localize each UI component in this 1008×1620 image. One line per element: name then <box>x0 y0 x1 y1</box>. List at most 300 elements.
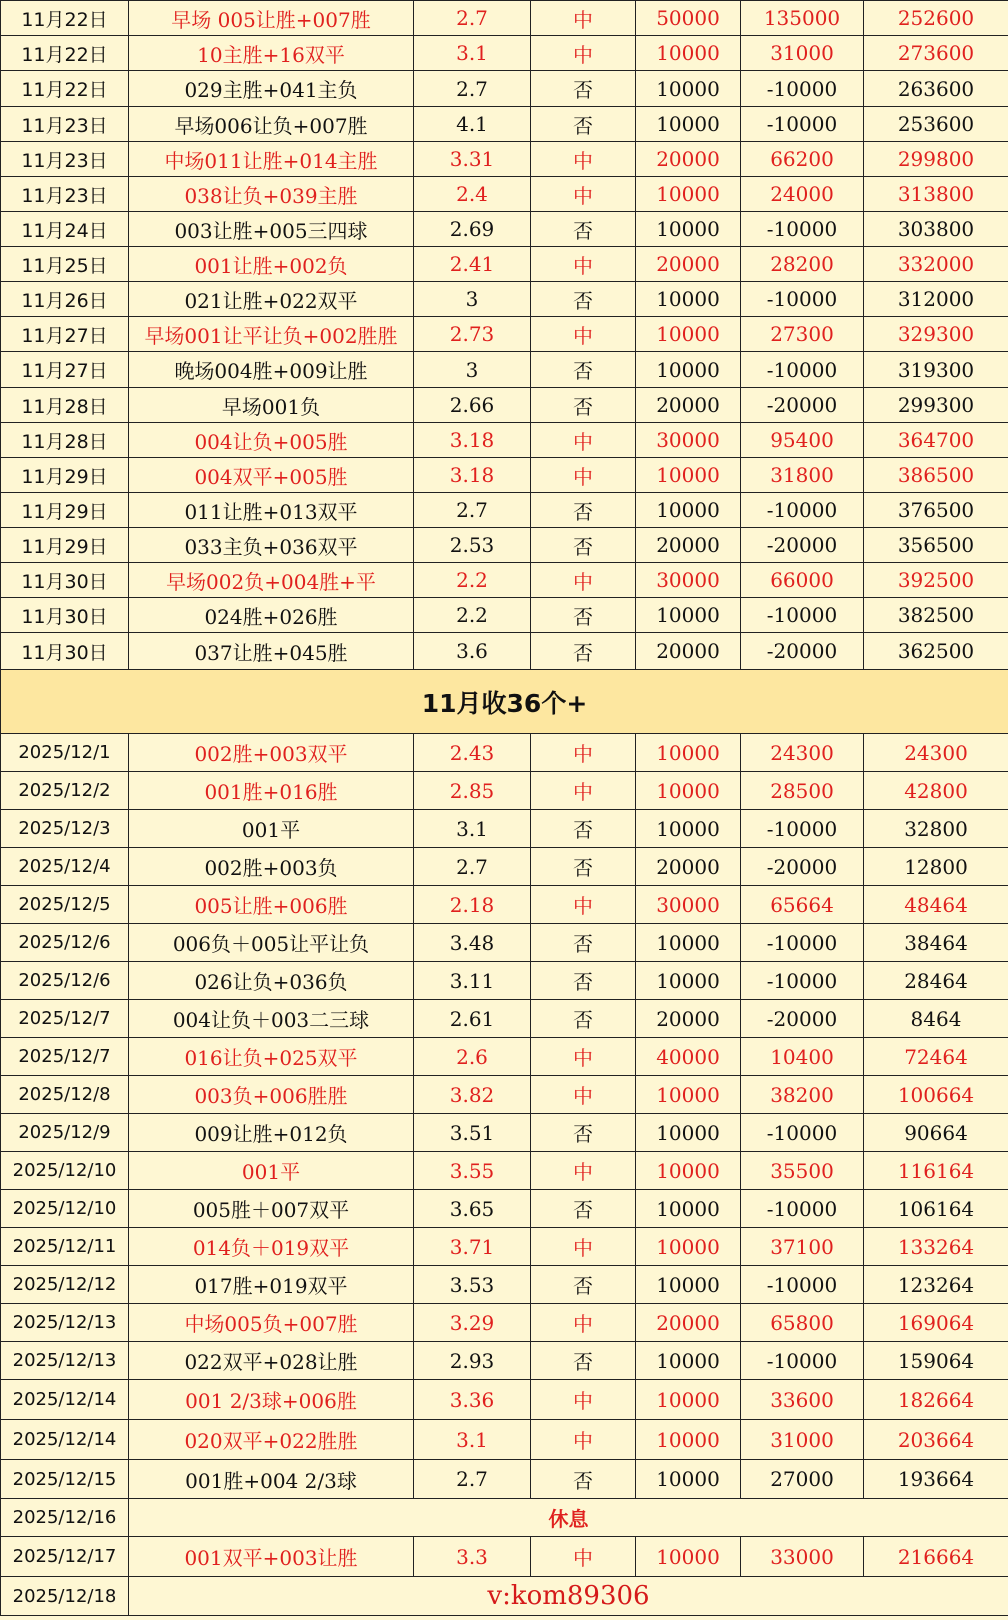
cell-date: 2025/12/7 <box>1 1038 129 1076</box>
cell-odds: 2.85 <box>414 772 531 810</box>
cell-odds: 3.29 <box>414 1304 531 1342</box>
cell-date: 2025/12/5 <box>1 886 129 924</box>
cell-result: 中 <box>531 317 636 352</box>
table-row <box>1 1152 1008 1190</box>
cell-profit: 31800 <box>741 458 864 493</box>
cell-date: 2025/12/14 <box>1 1420 129 1460</box>
cell-date: 11月29日 <box>1 528 129 563</box>
cell-odds: 3.53 <box>414 1266 531 1304</box>
cell-odds: 3.31 <box>414 142 531 177</box>
table-row <box>1 107 1008 142</box>
cell-date: 11月24日 <box>1 212 129 247</box>
cell-profit: -20000 <box>741 633 864 670</box>
rest-row <box>1 1499 1008 1537</box>
cell-balance: 303800 <box>864 212 1008 247</box>
cell-stake: 10000 <box>636 212 741 247</box>
table-row <box>1 772 1008 810</box>
cell-profit: 31000 <box>741 36 864 71</box>
cell-match: 009让胜+012负 <box>129 1114 414 1152</box>
cell-date: 11月23日 <box>1 177 129 212</box>
cell-balance: 203664 <box>864 1420 1008 1460</box>
cell-stake: 10000 <box>636 458 741 493</box>
cell-balance: 216664 <box>864 1537 1008 1577</box>
cell-result: 中 <box>531 1038 636 1076</box>
rest-section <box>1 1499 1008 1537</box>
cell-odds: 3.18 <box>414 423 531 458</box>
table-row <box>1 1460 1008 1499</box>
cell-stake: 10000 <box>636 1076 741 1114</box>
cell-date: 11月28日 <box>1 388 129 423</box>
table-row <box>1 1266 1008 1304</box>
cell-odds: 3.55 <box>414 1152 531 1190</box>
cell-match: 中场005负+007胜 <box>129 1304 414 1342</box>
cell-result: 中 <box>531 36 636 71</box>
cell-balance: 356500 <box>864 528 1008 563</box>
cell-result: 中 <box>531 458 636 493</box>
cell-date: 11月22日 <box>1 1 129 36</box>
cell-profit: -10000 <box>741 1266 864 1304</box>
cell-match: 005胜＋007双平 <box>129 1190 414 1228</box>
table-row <box>1 528 1008 563</box>
cell-stake: 10000 <box>636 352 741 388</box>
cell-result: 否 <box>531 598 636 633</box>
cell-odds: 2.41 <box>414 247 531 282</box>
cell-stake: 10000 <box>636 282 741 317</box>
cell-date: 11月25日 <box>1 247 129 282</box>
table-row <box>1 423 1008 458</box>
cell-balance: 169064 <box>864 1304 1008 1342</box>
cell-match: 10主胜+16双平 <box>129 36 414 71</box>
cell-profit: 66000 <box>741 563 864 598</box>
cell-result: 否 <box>531 1460 636 1499</box>
cell-match: 011让胜+013双平 <box>129 493 414 528</box>
cell-balance: 193664 <box>864 1460 1008 1499</box>
cell-match: 004让负+005胜 <box>129 423 414 458</box>
cell-balance: 38464 <box>864 924 1008 962</box>
cell-stake: 20000 <box>636 1304 741 1342</box>
cell-stake: 30000 <box>636 423 741 458</box>
cell-result: 中 <box>531 1076 636 1114</box>
cell-result: 否 <box>531 388 636 423</box>
cell-stake: 10000 <box>636 1342 741 1380</box>
cell-stake: 10000 <box>636 317 741 352</box>
cell-stake: 10000 <box>636 493 741 528</box>
cell-stake: 30000 <box>636 886 741 924</box>
cell-profit: 95400 <box>741 423 864 458</box>
table-row <box>1 886 1008 924</box>
cell-stake: 20000 <box>636 1000 741 1038</box>
cell-profit: 33000 <box>741 1537 864 1577</box>
cell-match: 早场001让平让负+002胜胜 <box>129 317 414 352</box>
cell-stake: 10000 <box>636 1380 741 1420</box>
cell-match: 早场006让负+007胜 <box>129 107 414 142</box>
cell-match: 029主胜+041主负 <box>129 71 414 107</box>
cell-stake: 10000 <box>636 598 741 633</box>
cell-profit: -20000 <box>741 388 864 423</box>
table-row <box>1 247 1008 282</box>
cell-odds: 2.69 <box>414 212 531 247</box>
cell-date: 2025/12/4 <box>1 848 129 886</box>
cell-date: 11月28日 <box>1 423 129 458</box>
rest-date: 2025/12/16 <box>1 1499 129 1537</box>
cell-profit: 65664 <box>741 886 864 924</box>
cell-result: 中 <box>531 1304 636 1342</box>
cell-balance: 362500 <box>864 633 1008 670</box>
cell-odds: 2.7 <box>414 848 531 886</box>
contact-row <box>1 1577 1008 1616</box>
cell-balance: 252600 <box>864 1 1008 36</box>
table-row <box>1 1228 1008 1266</box>
cell-match: 014负＋019双平 <box>129 1228 414 1266</box>
cell-profit: -20000 <box>741 528 864 563</box>
cell-stake: 20000 <box>636 528 741 563</box>
cell-stake: 10000 <box>636 1537 741 1577</box>
cell-result: 否 <box>531 1190 636 1228</box>
cell-result: 中 <box>531 142 636 177</box>
cell-date: 11月26日 <box>1 282 129 317</box>
cell-odds: 3.36 <box>414 1380 531 1420</box>
cell-odds: 2.6 <box>414 1038 531 1076</box>
cell-stake: 20000 <box>636 142 741 177</box>
cell-odds: 2.93 <box>414 1342 531 1380</box>
cell-profit: 35500 <box>741 1152 864 1190</box>
cell-balance: 382500 <box>864 598 1008 633</box>
cell-stake: 20000 <box>636 247 741 282</box>
cell-result: 中 <box>531 563 636 598</box>
cell-match: 001平 <box>129 810 414 848</box>
cell-match: 004让负＋003二三球 <box>129 1000 414 1038</box>
cell-profit: -10000 <box>741 810 864 848</box>
cell-odds: 2.2 <box>414 563 531 598</box>
cell-match: 001双平+003让胜 <box>129 1537 414 1577</box>
table-row <box>1 1537 1008 1577</box>
cell-profit: -10000 <box>741 962 864 1000</box>
cell-odds: 3.18 <box>414 458 531 493</box>
cell-date: 2025/12/13 <box>1 1342 129 1380</box>
cell-date: 2025/12/15 <box>1 1460 129 1499</box>
cell-profit: 24000 <box>741 177 864 212</box>
cell-stake: 10000 <box>636 962 741 1000</box>
cell-profit: 28200 <box>741 247 864 282</box>
cell-balance: 123264 <box>864 1266 1008 1304</box>
cell-date: 2025/12/13 <box>1 1304 129 1342</box>
cell-date: 11月30日 <box>1 598 129 633</box>
cell-stake: 10000 <box>636 107 741 142</box>
cell-date: 2025/12/14 <box>1 1380 129 1420</box>
table-row <box>1 317 1008 352</box>
cell-odds: 3 <box>414 352 531 388</box>
cell-stake: 10000 <box>636 810 741 848</box>
cell-odds: 3.65 <box>414 1190 531 1228</box>
cell-match: 002胜+003双平 <box>129 734 414 772</box>
cell-match: 024胜+026胜 <box>129 598 414 633</box>
cell-balance: 386500 <box>864 458 1008 493</box>
cell-profit: -10000 <box>741 1342 864 1380</box>
table-row <box>1 1114 1008 1152</box>
cell-profit: -10000 <box>741 924 864 962</box>
cell-profit: 24300 <box>741 734 864 772</box>
table-row <box>1 810 1008 848</box>
cell-balance: 106164 <box>864 1190 1008 1228</box>
cell-odds: 2.2 <box>414 598 531 633</box>
cell-stake: 10000 <box>636 1420 741 1460</box>
cell-profit: -10000 <box>741 71 864 107</box>
cell-date: 2025/12/3 <box>1 810 129 848</box>
table-row <box>1 1 1008 36</box>
table-row <box>1 1190 1008 1228</box>
contact-section <box>1 1577 1008 1616</box>
cell-stake: 10000 <box>636 1114 741 1152</box>
cell-profit: 10400 <box>741 1038 864 1076</box>
cell-stake: 10000 <box>636 924 741 962</box>
cell-stake: 10000 <box>636 177 741 212</box>
contact-date: 2025/12/18 <box>1 1577 129 1616</box>
cell-date: 2025/12/6 <box>1 962 129 1000</box>
cell-stake: 50000 <box>636 1 741 36</box>
cell-odds: 2.66 <box>414 388 531 423</box>
cell-balance: 28464 <box>864 962 1008 1000</box>
cell-date: 11月29日 <box>1 493 129 528</box>
contact-label: v:kom89306 <box>129 1577 1008 1616</box>
cell-profit: -10000 <box>741 1114 864 1152</box>
table-row <box>1 177 1008 212</box>
cell-stake: 30000 <box>636 563 741 598</box>
cell-balance: 376500 <box>864 493 1008 528</box>
cell-date: 2025/12/11 <box>1 1228 129 1266</box>
cell-profit: -10000 <box>741 352 864 388</box>
cell-date: 11月22日 <box>1 36 129 71</box>
rest-label: 休息 <box>129 1499 1008 1537</box>
table-row <box>1 388 1008 423</box>
cell-stake: 10000 <box>636 1266 741 1304</box>
cell-stake: 20000 <box>636 633 741 670</box>
cell-date: 2025/12/7 <box>1 1000 129 1038</box>
table-row <box>1 282 1008 317</box>
cell-odds: 2.4 <box>414 177 531 212</box>
cell-match: 早场002负+004胜+平 <box>129 563 414 598</box>
cell-profit: -10000 <box>741 1190 864 1228</box>
cell-result: 中 <box>531 1228 636 1266</box>
table-row <box>1 212 1008 247</box>
table-row <box>1 598 1008 633</box>
cell-result: 否 <box>531 493 636 528</box>
cell-balance: 42800 <box>864 772 1008 810</box>
cell-result: 否 <box>531 1114 636 1152</box>
cell-balance: 12800 <box>864 848 1008 886</box>
table-row <box>1 1304 1008 1342</box>
cell-match: 037让胜+045胜 <box>129 633 414 670</box>
cell-odds: 2.73 <box>414 317 531 352</box>
cell-balance: 392500 <box>864 563 1008 598</box>
cell-result: 否 <box>531 924 636 962</box>
cell-date: 2025/12/12 <box>1 1266 129 1304</box>
cell-profit: 28500 <box>741 772 864 810</box>
cell-odds: 3.71 <box>414 1228 531 1266</box>
cell-odds: 3.1 <box>414 36 531 71</box>
december-records-late <box>1 1537 1008 1577</box>
cell-stake: 10000 <box>636 1228 741 1266</box>
cell-odds: 3.51 <box>414 1114 531 1152</box>
cell-result: 否 <box>531 848 636 886</box>
table-row <box>1 633 1008 670</box>
cell-odds: 2.61 <box>414 1000 531 1038</box>
cell-profit: -10000 <box>741 107 864 142</box>
table-row <box>1 848 1008 886</box>
month-summary-text: 11月收36个+ <box>1 670 1008 734</box>
cell-match: 004双平+005胜 <box>129 458 414 493</box>
cell-result: 否 <box>531 633 636 670</box>
cell-result: 中 <box>531 734 636 772</box>
cell-balance: 100664 <box>864 1076 1008 1114</box>
cell-balance: 116164 <box>864 1152 1008 1190</box>
cell-date: 2025/12/2 <box>1 772 129 810</box>
cell-match: 早场001负 <box>129 388 414 423</box>
cell-odds: 3.48 <box>414 924 531 962</box>
cell-date: 11月23日 <box>1 142 129 177</box>
cell-result: 否 <box>531 1342 636 1380</box>
cell-result: 中 <box>531 1 636 36</box>
cell-odds: 3.1 <box>414 810 531 848</box>
cell-balance: 273600 <box>864 36 1008 71</box>
cell-stake: 40000 <box>636 1038 741 1076</box>
cell-odds: 2.43 <box>414 734 531 772</box>
cell-stake: 10000 <box>636 1190 741 1228</box>
cell-date: 11月27日 <box>1 352 129 388</box>
cell-date: 11月30日 <box>1 633 129 670</box>
cell-date: 2025/12/1 <box>1 734 129 772</box>
cell-date: 2025/12/8 <box>1 1076 129 1114</box>
cell-stake: 10000 <box>636 772 741 810</box>
cell-match: 001胜+016胜 <box>129 772 414 810</box>
cell-profit: -10000 <box>741 598 864 633</box>
cell-date: 11月29日 <box>1 458 129 493</box>
cell-result: 否 <box>531 810 636 848</box>
cell-balance: 319300 <box>864 352 1008 388</box>
cell-odds: 3.6 <box>414 633 531 670</box>
cell-balance: 32800 <box>864 810 1008 848</box>
cell-balance: 133264 <box>864 1228 1008 1266</box>
cell-balance: 313800 <box>864 177 1008 212</box>
cell-balance: 90664 <box>864 1114 1008 1152</box>
table-row <box>1 1076 1008 1114</box>
cell-balance: 299300 <box>864 388 1008 423</box>
cell-profit: -20000 <box>741 848 864 886</box>
cell-result: 否 <box>531 1266 636 1304</box>
cell-result: 中 <box>531 1420 636 1460</box>
cell-balance: 263600 <box>864 71 1008 107</box>
cell-date: 2025/12/10 <box>1 1152 129 1190</box>
cell-balance: 159064 <box>864 1342 1008 1380</box>
table-row <box>1 563 1008 598</box>
month-summary-row <box>1 670 1008 734</box>
cell-result: 否 <box>531 528 636 563</box>
cell-match: 020双平+022胜胜 <box>129 1420 414 1460</box>
cell-match: 033主负+036双平 <box>129 528 414 563</box>
table-row <box>1 1342 1008 1380</box>
cell-stake: 10000 <box>636 734 741 772</box>
cell-odds: 2.7 <box>414 71 531 107</box>
cell-balance: 329300 <box>864 317 1008 352</box>
cell-stake: 10000 <box>636 1152 741 1190</box>
cell-match: 002胜+003负 <box>129 848 414 886</box>
cell-result: 否 <box>531 212 636 247</box>
cell-profit: 33600 <box>741 1380 864 1420</box>
cell-match: 001平 <box>129 1152 414 1190</box>
cell-date: 2025/12/10 <box>1 1190 129 1228</box>
cell-balance: 48464 <box>864 886 1008 924</box>
cell-result: 否 <box>531 352 636 388</box>
cell-odds: 2.7 <box>414 493 531 528</box>
cell-match: 晚场004胜+009让胜 <box>129 352 414 388</box>
cell-date: 11月22日 <box>1 71 129 107</box>
cell-odds: 2.18 <box>414 886 531 924</box>
cell-result: 中 <box>531 247 636 282</box>
cell-match: 早场 005让胜+007胜 <box>129 1 414 36</box>
cell-match: 038让负+039主胜 <box>129 177 414 212</box>
cell-balance: 72464 <box>864 1038 1008 1076</box>
cell-odds: 4.1 <box>414 107 531 142</box>
cell-match: 005让胜+006胜 <box>129 886 414 924</box>
cell-profit: -10000 <box>741 212 864 247</box>
cell-stake: 10000 <box>636 71 741 107</box>
cell-result: 中 <box>531 1152 636 1190</box>
table-row <box>1 493 1008 528</box>
cell-date: 2025/12/6 <box>1 924 129 962</box>
cell-stake: 10000 <box>636 1460 741 1499</box>
table-row <box>1 1000 1008 1038</box>
table-row <box>1 924 1008 962</box>
cell-match: 026让负+036负 <box>129 962 414 1000</box>
cell-profit: 38200 <box>741 1076 864 1114</box>
cell-result: 中 <box>531 423 636 458</box>
cell-odds: 3.3 <box>414 1537 531 1577</box>
table-row <box>1 734 1008 772</box>
summary-section <box>1 670 1008 734</box>
cell-result: 否 <box>531 107 636 142</box>
cell-match: 017胜+019双平 <box>129 1266 414 1304</box>
cell-match: 021让胜+022双平 <box>129 282 414 317</box>
cell-result: 中 <box>531 1537 636 1577</box>
cell-date: 11月27日 <box>1 317 129 352</box>
cell-match: 中场011让胜+014主胜 <box>129 142 414 177</box>
cell-odds: 3.11 <box>414 962 531 1000</box>
cell-odds: 2.7 <box>414 1460 531 1499</box>
cell-balance: 299800 <box>864 142 1008 177</box>
table-row <box>1 1038 1008 1076</box>
cell-balance: 8464 <box>864 1000 1008 1038</box>
cell-odds: 3 <box>414 282 531 317</box>
cell-match: 003负+006胜胜 <box>129 1076 414 1114</box>
cell-balance: 312000 <box>864 282 1008 317</box>
cell-match: 003让胜+005三四球 <box>129 212 414 247</box>
cell-profit: 135000 <box>741 1 864 36</box>
cell-odds: 2.53 <box>414 528 531 563</box>
cell-date: 11月30日 <box>1 563 129 598</box>
cell-match: 001让胜+002负 <box>129 247 414 282</box>
cell-match: 016让负+025双平 <box>129 1038 414 1076</box>
cell-date: 2025/12/17 <box>1 1537 129 1577</box>
cell-profit: -20000 <box>741 1000 864 1038</box>
cell-result: 否 <box>531 282 636 317</box>
cell-match: 022双平+028让胜 <box>129 1342 414 1380</box>
cell-balance: 182664 <box>864 1380 1008 1420</box>
cell-balance: 332000 <box>864 247 1008 282</box>
cell-result: 否 <box>531 962 636 1000</box>
table-row <box>1 36 1008 71</box>
cell-date: 11月23日 <box>1 107 129 142</box>
table-row <box>1 1380 1008 1420</box>
table-row <box>1 962 1008 1000</box>
